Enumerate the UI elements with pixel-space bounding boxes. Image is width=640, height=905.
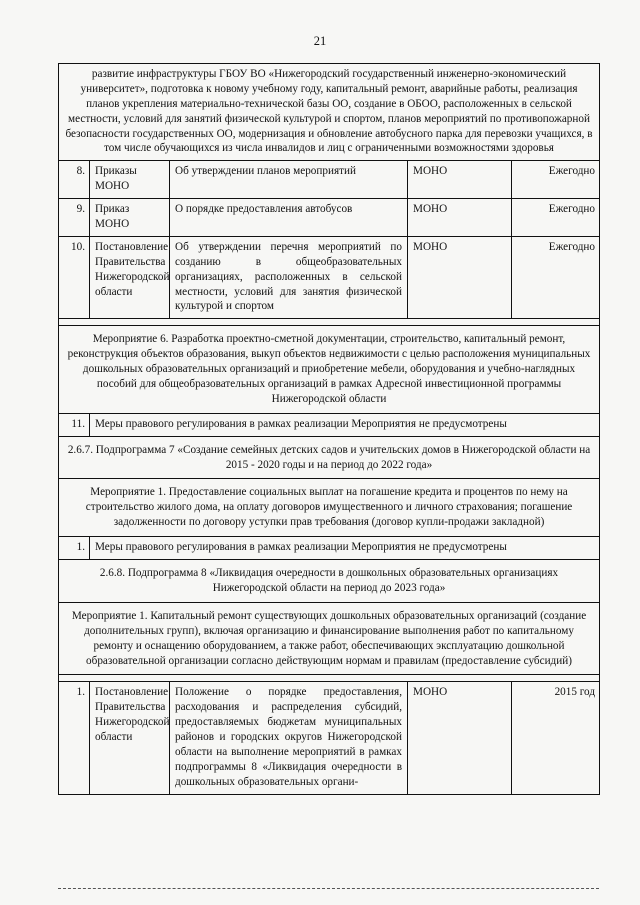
document-title: Положение о порядке предоставления, расходования и распределения субсидий, предоставляемых бюджетам муниципальных районов и городских округов Нижегородской области на выполнение мероприятий в рамках подпрограммы 8 «Ликвидация очередности в дошкольных образовательных органи-	[170, 682, 408, 794]
executor: МОНО	[408, 161, 512, 199]
row-text: Меры правового регулирования в рамках реализации Мероприятия не предусмотрены	[90, 413, 600, 436]
spacer-row	[59, 675, 600, 682]
term: Ежегодно	[512, 199, 600, 237]
intro-text: развитие инфраструктуры ГБОУ ВО «Нижегородский государственный инженерно-экономический университет», подготовка к новому учебному году, капитальный ремонт, аварийные работы, реализация планов укрепления материально-технической базы ОО, создание в ОБОО, расположенных в сельской местности, условий для занятий физической культурой и спортом, планов мероприятий по противопожарной безопасности государственных ОО, модернизация и обновление автобусного парка для перевозки учащихся, в том числе обучающихся из числа инвалидов и лиц с ограниченными возможностями здоровья	[59, 64, 600, 161]
measure-7-1-text: Мероприятие 1. Предоставление социальных выплат на погашение кредита и процентов по нему на строительство жилого дома, на оплату договоров имущественного и личного страхования; погашение задолженности по договору уступки прав требования (договор купли-продажи закладной)	[59, 479, 600, 537]
measure-6-text: Мероприятие 6. Разработка проектно-сметной документации, строительство, капитальный ремонт, реконструкция объектов образования, выкуп объектов недвижимости с целью расположения муниципальных дошкольных образовательных организаций и приобретение мебели, оборудования и учебно-наглядных пособий для общеобразовательных организаций в рамках Адресной инвестиционной программы Нижегородской области	[59, 326, 600, 413]
measure-8-1-text: Мероприятие 1. Капитальный ремонт существующих дошкольных образовательных организаций (создание дополнительных групп), включая организацию и финансирование выполнения работ по капитальному ремонту и оснащению оборудованием, а также работ, обеспечивающих эксплуатацию дошкольной образовательной организации согласно действующим нормам и правилам (предоставление субсидий)	[59, 602, 600, 675]
document-title: Об утверждении планов мероприятий	[170, 161, 408, 199]
row-text: Меры правового регулирования в рамках реализации Мероприятия не предусмотрены	[90, 537, 600, 560]
legal-measures-table	[58, 63, 600, 795]
term: 2015 год	[512, 682, 600, 794]
term: Ежегодно	[512, 236, 600, 318]
table-row	[59, 236, 600, 318]
document-title: О порядке предоставления автобусов	[170, 199, 408, 237]
row-number: 9.	[59, 199, 90, 237]
subprogram-row	[59, 560, 600, 603]
table-row	[59, 537, 600, 560]
row-number: 1.	[59, 537, 90, 560]
measure-row	[59, 326, 600, 413]
document-type: Постановление Правительства Нижегородской области	[90, 236, 170, 318]
table-row	[59, 199, 600, 237]
page-number: 21	[313, 34, 327, 48]
document-type: Постановление Правительства Нижегородской области	[90, 682, 170, 794]
subprogram-8-heading: 2.6.8. Подпрограмма 8 «Ликвидация очередности в дошкольных образовательных организациях Нижегородской области на период до 2023 года»	[59, 560, 600, 603]
executor: МОНО	[408, 682, 512, 794]
document-type: Приказы МОНО	[90, 161, 170, 199]
subprogram-7-heading: 2.6.7. Подпрограмма 7 «Создание семейных детских садов и учительских домов в Нижегородской области на 2015 - 2020 годы и на период до 2022 года»	[59, 436, 600, 479]
table-row	[59, 682, 600, 794]
intro-row	[59, 64, 600, 161]
row-number: 8.	[59, 161, 90, 199]
executor: МОНО	[408, 236, 512, 318]
table-row	[59, 161, 600, 199]
row-number: 10.	[59, 236, 90, 318]
measure-row	[59, 479, 600, 537]
measure-row	[59, 602, 600, 675]
document-type: Приказ МОНО	[90, 199, 170, 237]
table-row	[59, 413, 600, 436]
page-bottom-rule	[58, 888, 599, 889]
row-number: 11.	[59, 413, 90, 436]
row-number: 1.	[59, 682, 90, 794]
executor: МОНО	[408, 199, 512, 237]
spacer-row	[59, 319, 600, 326]
term: Ежегодно	[512, 161, 600, 199]
document-title: Об утверждении перечня мероприятий по созданию в общеобразовательных организациях, расположенных в сельской местности, условий для занятия физической культурой и спортом	[170, 236, 408, 318]
subprogram-row	[59, 436, 600, 479]
